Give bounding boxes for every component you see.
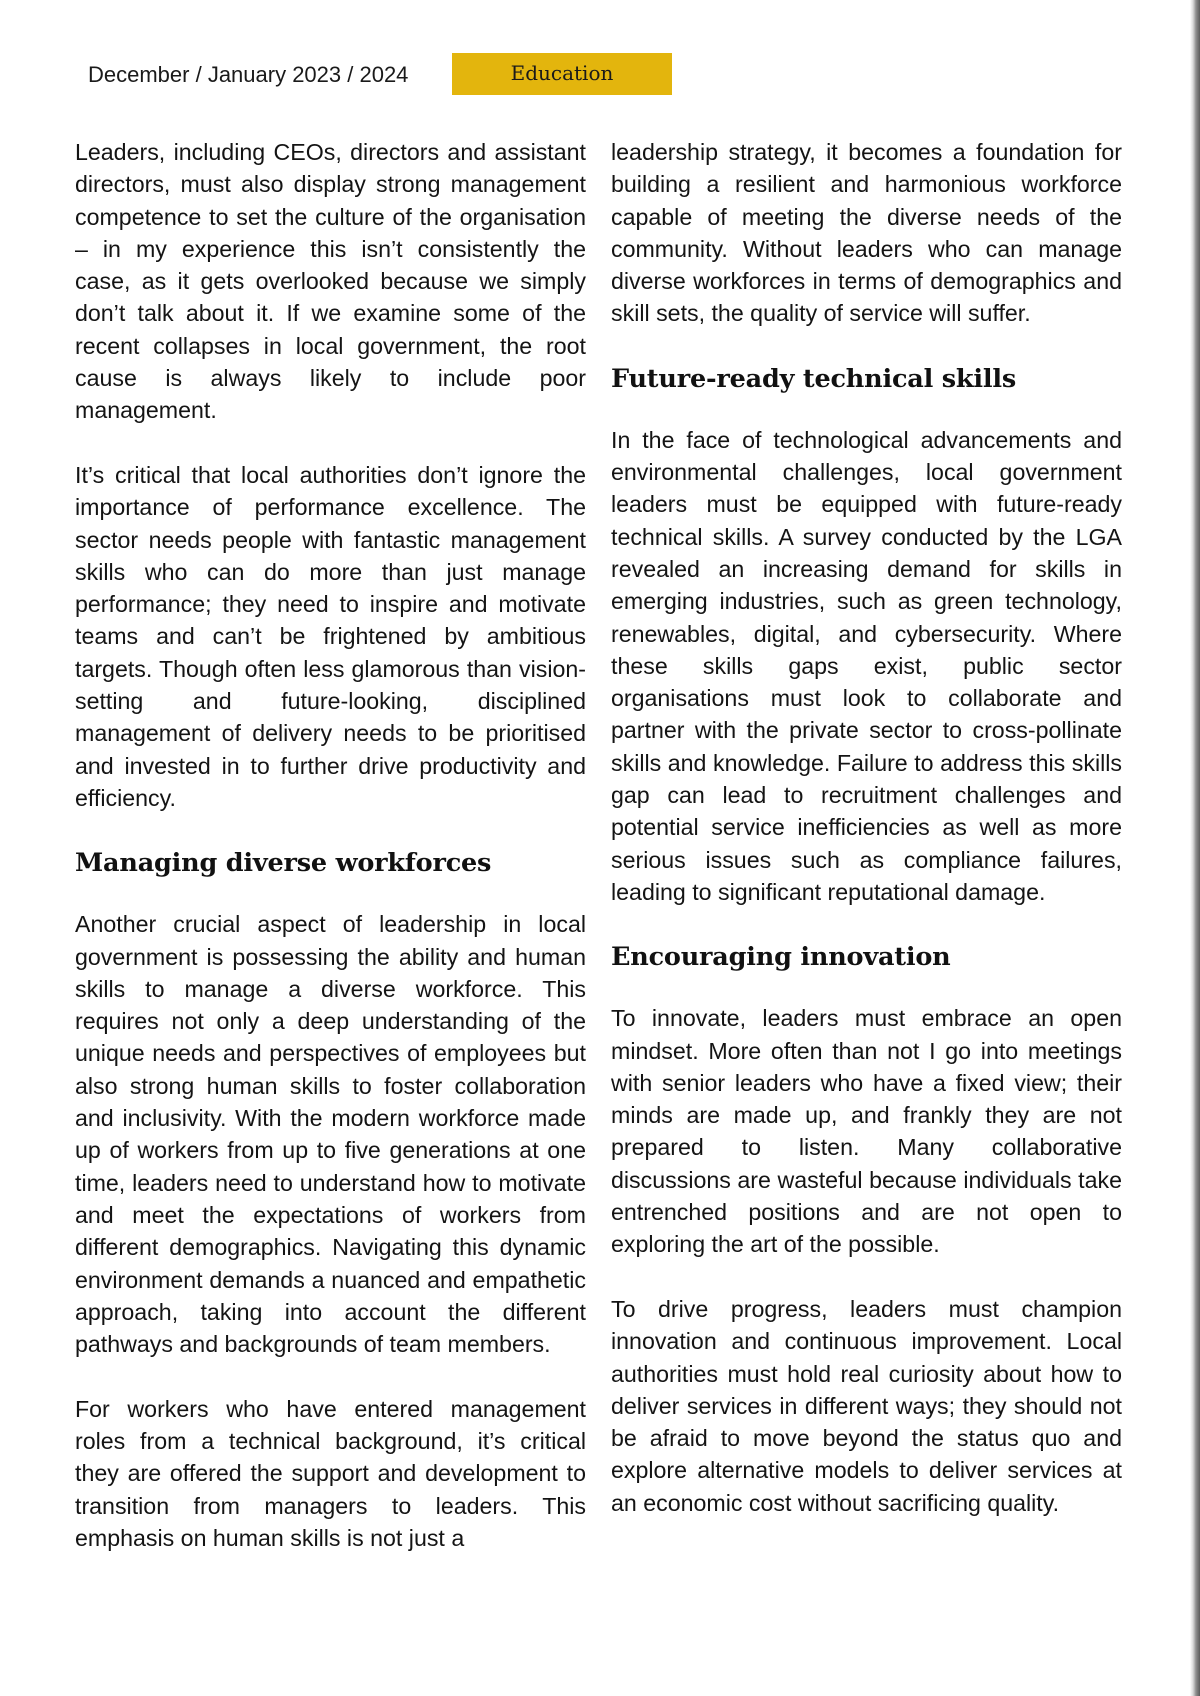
section-tag: Education [452, 53, 672, 95]
body-paragraph: For workers who have entered management roles from a technical background, it’s critical they are offered the support and development to transition from managers to leaders. This emphasis on human skills is not just a [75, 1395, 586, 1551]
body-paragraph: It’s critical that local authorities don’t ignore the importance of performance excellence. The sector needs people with fantastic management skills who can do more than just manage performance; they need to inspire and motivate teams and can’t be frightened by ambitious targets. Though often less glamorous than vision-setting and future-looking, disciplined management of delivery needs to be prioritised and invested in to further drive productivity and efficiency. [75, 461, 586, 811]
section-heading: Future-ready technical skills [611, 363, 1017, 394]
body-paragraph: leadership strategy, it becomes a foundation for building a resilient and harmonious workforce capable of meeting the diverse needs of the community. Without leaders who can manage diverse workforces in terms of demographics and skill sets, the quality of service will suffer. [611, 139, 1122, 327]
body-paragraph: Leaders, including CEOs, directors and assistant directors, must also display strong management competence to set the culture of the organisation – in my experience this isn’t consistently the case, as it gets overlooked because we simply don’t talk about it. If we examine some of the recent collapses in local government, the root cause is always likely to include poor management. [75, 139, 586, 424]
section-heading: Encouraging innovation [611, 942, 951, 973]
right-column [611, 136, 1122, 1519]
body-paragraph: In the face of technological advancements and environmental challenges, local government leaders must be equipped with future-ready technical skills. A survey conducted by the LGA revealed an increasing demand for skills in emerging industries, such as green technology, renewables, digital, and cybersecurity. Where these skills gaps exist, public sector organisations must look to collaborate and partner with the private sector to cross-pollinate skills and knowledge. Failure to address this skills gap can lead to recruitment challenges and potential service inefficiencies as well as more serious issues such as compliance failures, leading to significant reputational damage. [611, 426, 1122, 905]
left-column [75, 136, 586, 1554]
section-heading: Managing diverse workforces [75, 848, 492, 879]
body-paragraph: To innovate, leaders must embrace an open mindset. More often than not I go into meetings with senior leaders who have a fixed view; their minds are made up, and frankly they are not prepared to listen. Many collaborative discussions are wasteful because individuals take entrenched positions and are not open to exploring the art of the possible. [611, 1005, 1122, 1258]
body-paragraph: To drive progress, leaders must champion innovation and continuous improvement. Local authorities must hold real curiosity about how to deliver services in different ways; they should not be afraid to move beyond the status quo and explore alternative models to deliver services at an economic cost without sacrificing quality. [611, 1295, 1122, 1516]
body-paragraph: Another crucial aspect of leadership in local government is possessing the ability and human skills to manage a diverse workforce. This requires not only a deep understanding of the unique needs and perspectives of employees but also strong human skills to foster collaboration and inclusivity. With the modern workforce made up of workers from up to five generations at one time, leaders need to understand how to motivate and meet the expectations of workers from different demographics. Navigating this dynamic environment demands a nuanced and empathetic approach, taking into account the different pathways and backgrounds of team members. [75, 911, 586, 1358]
issue-date: December / January 2023 / 2024 [88, 62, 409, 87]
page-edge-shadow [1190, 0, 1200, 1696]
